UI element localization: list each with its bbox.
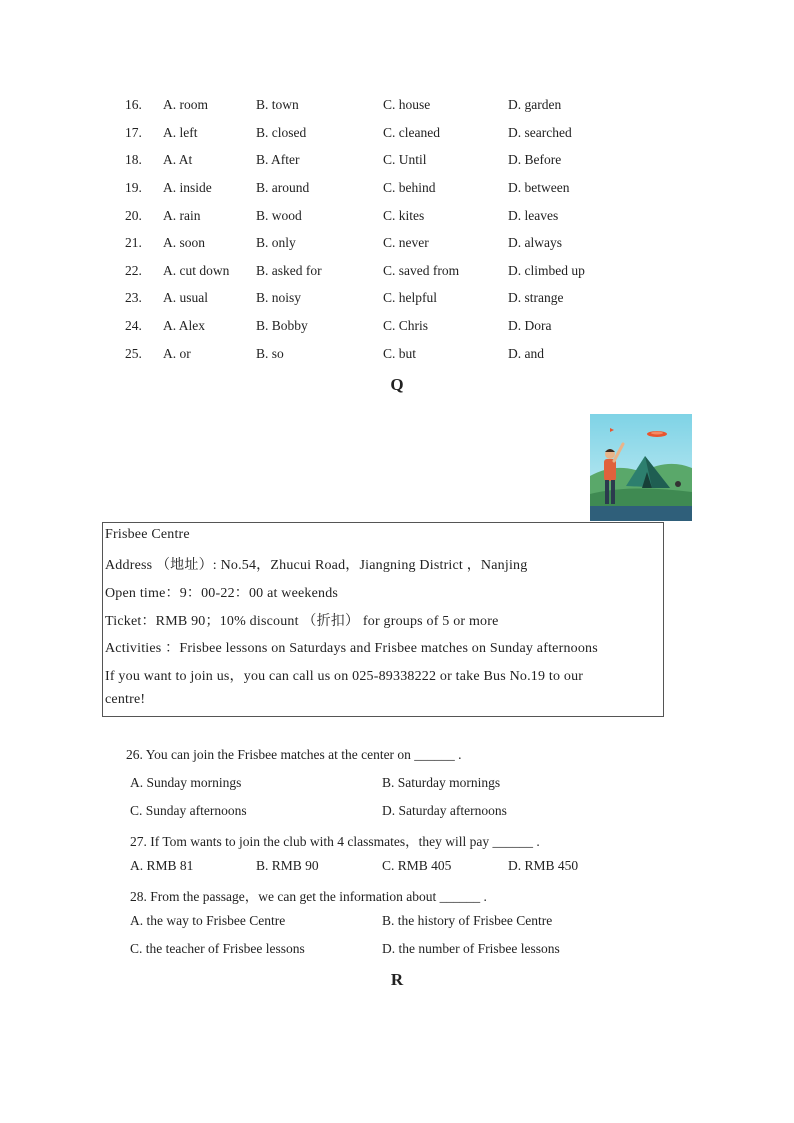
option-c: C. RMB 405 xyxy=(382,858,452,873)
option-b: B. noisy xyxy=(256,290,302,305)
notice-title: Frisbee Centre xyxy=(105,527,190,542)
option-c: C. the teacher of Frisbee lessons xyxy=(130,941,305,956)
option-d: D. searched xyxy=(508,125,572,140)
question-number: 21. xyxy=(125,235,142,250)
option-row-19 xyxy=(0,178,794,198)
option-row-16 xyxy=(0,95,794,115)
notice-activities: Activities ：Frisbee lessons on Saturdays and Frisbee matches on Sunday afternoons xyxy=(105,641,598,656)
option-b: B. only xyxy=(256,235,296,250)
option-row-17 xyxy=(0,123,794,143)
question-number: 23. xyxy=(125,290,142,305)
option-b: B. After xyxy=(256,152,300,167)
option-c: C. cleaned xyxy=(383,125,440,140)
option-d: D. climbed up xyxy=(508,263,585,278)
option-d: D. between xyxy=(508,180,570,195)
question-stem: 26. You can join the Frisbee matches at the center on ______ . xyxy=(126,747,462,762)
question-stem: 28. From the passage，we can get the information about ______ . xyxy=(130,889,487,904)
option-a: A. Sunday mornings xyxy=(130,775,242,790)
question-number: 20. xyxy=(125,208,142,223)
option-c: C. kites xyxy=(383,208,425,223)
option-a: A. cut down xyxy=(163,263,230,278)
option-d: D. always xyxy=(508,235,562,250)
notice-ticket: Ticket：RMB 90；10% discount （折扣） for groups of 5 or more xyxy=(105,614,499,629)
option-a: A. inside xyxy=(163,180,212,195)
question-stem: 27. If Tom wants to join the club with 4 classmates，they will pay ______ . xyxy=(130,834,540,849)
option-d: D. strange xyxy=(508,290,564,305)
option-b: B. wood xyxy=(256,208,302,223)
option-row-22 xyxy=(0,261,794,281)
option-a: A. the way to Frisbee Centre xyxy=(130,913,286,928)
option-row-18 xyxy=(0,150,794,170)
option-b: B. town xyxy=(256,97,299,112)
question-number: 22. xyxy=(125,263,142,278)
option-c: C. Until xyxy=(383,152,427,167)
option-a: A. or xyxy=(163,346,191,361)
question-number: 17. xyxy=(125,125,142,140)
option-b: B. the history of Frisbee Centre xyxy=(382,913,553,928)
option-d: D. leaves xyxy=(508,208,559,223)
option-c: C. saved from xyxy=(383,263,460,278)
option-c: C. never xyxy=(383,235,429,250)
option-a: A. room xyxy=(163,97,208,112)
option-c: C. but xyxy=(383,346,417,361)
frisbee-illustration xyxy=(590,414,692,521)
option-row-23 xyxy=(0,288,794,308)
option-c: C. house xyxy=(383,97,431,112)
option-c: C. helpful xyxy=(383,290,437,305)
option-a: A. left xyxy=(163,125,198,140)
option-a: A. soon xyxy=(163,235,206,250)
question-number: 18. xyxy=(125,152,142,167)
option-row-24 xyxy=(0,316,794,336)
notice-contact-end: centre! xyxy=(105,692,146,707)
option-d: D. and xyxy=(508,346,544,361)
section-heading-q: Q xyxy=(390,375,404,394)
notice-contact: If you want to join us，you can call us on 025-89338222 or take Bus No.19 to our xyxy=(105,669,584,684)
option-d: D. RMB 450 xyxy=(508,858,579,873)
option-b: B. Saturday mornings xyxy=(382,775,501,790)
option-row-25 xyxy=(0,344,794,364)
option-row-21 xyxy=(0,233,794,253)
option-b: B. Bobby xyxy=(256,318,308,333)
option-row-20 xyxy=(0,206,794,226)
option-d: D. Saturday afternoons xyxy=(382,803,507,818)
option-a: A. Alex xyxy=(163,318,205,333)
option-c: C. behind xyxy=(383,180,436,195)
option-b: B. closed xyxy=(256,125,307,140)
option-d: D. the number of Frisbee lessons xyxy=(382,941,560,956)
option-b: B. asked for xyxy=(256,263,322,278)
notice-address: Address （地址）: No.54，Zhucui Road，Jiangning District ，Nanjing xyxy=(105,558,528,573)
question-number: 16. xyxy=(125,97,142,112)
question-number: 25. xyxy=(125,346,142,361)
option-a: A. usual xyxy=(163,290,208,305)
option-c: C. Chris xyxy=(383,318,429,333)
notice-open-time: Open time：9：00-22：00 at weekends xyxy=(105,586,339,601)
option-d: D. garden xyxy=(508,97,562,112)
option-d: D. Dora xyxy=(508,318,552,333)
option-a: A. rain xyxy=(163,208,201,223)
option-d: D. Before xyxy=(508,152,562,167)
option-b: B. so xyxy=(256,346,284,361)
option-c: C. Sunday afternoons xyxy=(130,803,247,818)
option-b: B. around xyxy=(256,180,310,195)
question-number: 24. xyxy=(125,318,142,333)
option-b: B. RMB 90 xyxy=(256,858,319,873)
question-number: 19. xyxy=(125,180,142,195)
section-heading-r: R xyxy=(390,970,404,989)
option-a: A. RMB 81 xyxy=(130,858,194,873)
option-a: A. At xyxy=(163,152,193,167)
frisbee-centre-notice xyxy=(102,522,664,717)
